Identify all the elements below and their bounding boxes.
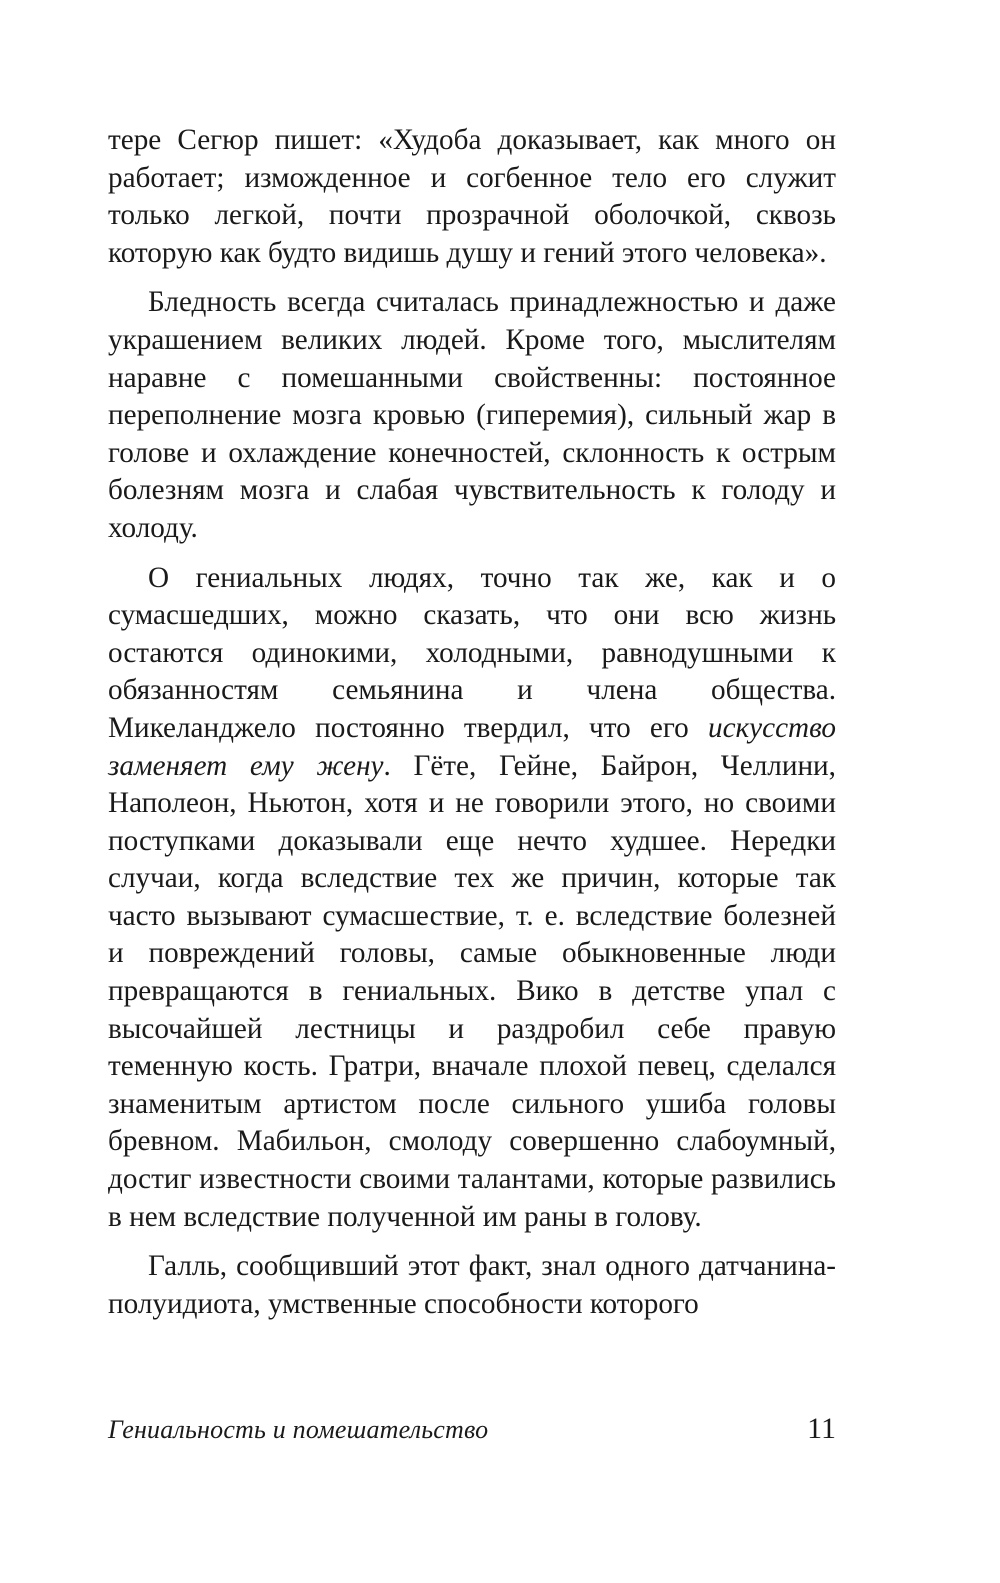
paragraph-4-text: Галль, сообщивший этот факт, знал одного датчанина-полуидиота, умственные способности которого: [108, 1250, 836, 1320]
paragraph-3-text-b: . Гёте, Гейне, Байрон, Челлини, Наполеон, Ньютон, хотя и не говорили этого, но своими поступками доказывали еще нечто худшее. Нередки случаи, когда вследствие тех же причин, которые так часто вызывают сумасшествие, т. е. вследствие болезней и повреждений головы, самые обыкновенные люди превращаются в гениальных. Вико в детстве упал с высочайшей лестницы и раздробил себе правую теменную кость. Гратри, вначале плохой певец, сделался знаменитым артистом после сильного ушиба головы бревном. Мабильон, смолоду совершенно слабоумный, достиг известности своими талантами, которые развились в нем вследствие полученной им раны в голову.: [108, 749, 836, 1233]
book-page: [108, 122, 836, 1323]
paragraph-4: [108, 1248, 836, 1323]
paragraph-3: [108, 560, 836, 1237]
paragraph-1: [108, 122, 836, 272]
paragraph-2-text: Бледность всегда считалась принадлежностью и даже украшением великих людей. Кроме того, мыслителям наравне с помешанными свойственны: постоянное переполнение мозга кровью (гиперемия), сильный жар в голове и охлаждение конечностей, склонность к острым болезням мозга и слабая чувствительность к голоду и холоду.: [108, 286, 836, 544]
page-number: 11: [807, 1412, 836, 1445]
body-text: [108, 122, 836, 1323]
paragraph-1-text: тере Сегюр пишет: «Худоба доказывает, как много он работает; изможденное и согбенное тело его служит только легкой, почти прозрачной оболочкой, сквозь которую как будто видишь душу и гений этого человека».: [108, 124, 836, 269]
running-title: Гениальность и помешательство: [108, 1415, 489, 1444]
page-footer: [108, 1412, 836, 1452]
paragraph-3-emphasis: искусство заменяет ему жену: [108, 711, 836, 782]
paragraph-2: [108, 284, 836, 547]
paragraph-3-text-a: О гениальных людях, точно так же, как и о сумасшедших, можно сказать, что они всю жизнь остаются одинокими, холодными, равнодушными к обязанностям семьянина и члена общества. Микеланджело постоянно твердил, что его: [108, 561, 836, 744]
